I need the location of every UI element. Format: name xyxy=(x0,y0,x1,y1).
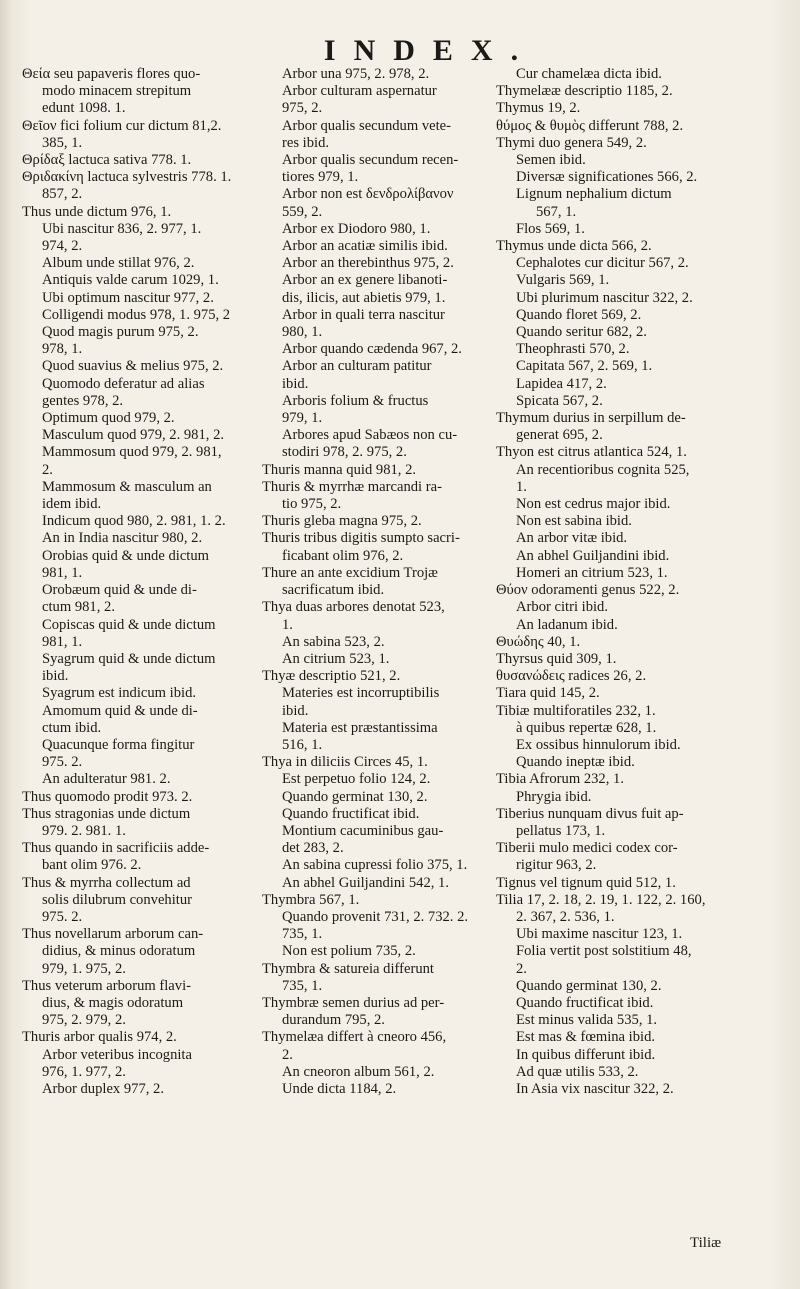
index-entry: Copiscas quid & unde dictum xyxy=(42,616,216,633)
page-title: INDEX. xyxy=(323,34,537,67)
index-entry: Tiberii mulo medici codex cor- xyxy=(496,840,678,857)
index-entry: Thya duas arbores denotat 523, xyxy=(262,599,445,616)
index-entry: Quomodo deferatur ad alias xyxy=(42,375,205,392)
index-entry: Θυώδης 40, 1. xyxy=(496,633,581,650)
index-entry: Quod suavius & melius 975, 2. xyxy=(42,358,224,375)
index-entry: Arbor non est δενδρολίβανον xyxy=(282,186,454,203)
index-column-3 xyxy=(496,66,766,1098)
index-entry: à quibus repertæ 628, 1. xyxy=(516,719,657,736)
index-entry: Tiara quid 145, 2. xyxy=(496,685,600,702)
index-entry: Thure an ante excidium Trojæ xyxy=(262,564,438,581)
index-entry: 976, 1. 977, 2. xyxy=(42,1063,126,1080)
index-entry: modo minacem strepitum xyxy=(42,83,192,100)
index-entry: det 283, 2. xyxy=(282,840,344,857)
index-entry: Quando ineptæ ibid. xyxy=(516,754,635,771)
index-entry: 735, 1. xyxy=(282,926,323,943)
index-entry: Arbor qualis secundum recen- xyxy=(282,152,459,169)
index-entry: 975. 2. xyxy=(42,754,83,771)
index-entry: Thymum durius in serpillum de- xyxy=(496,410,686,427)
index-entry: 980, 1. xyxy=(282,324,323,341)
index-entry: 2. xyxy=(516,960,527,977)
index-entry: sacrificatum ibid. xyxy=(282,582,385,599)
index-entry: Spicata 567, 2. xyxy=(516,392,603,409)
index-entry: Thymus 19, 2. xyxy=(496,100,581,117)
index-entry: solis dilubrum convehitur xyxy=(42,891,192,908)
index-entry: Arbor quando cædenda 967, 2. xyxy=(282,341,462,358)
index-entry: Quando fructificat ibid. xyxy=(516,994,654,1011)
index-entry: Tibiæ multiforatiles 232, 1. xyxy=(496,702,656,719)
index-entry: Antiquis valde carum 1029, 1. xyxy=(42,272,219,289)
index-entry: Tibia Afrorum 232, 1. xyxy=(496,771,624,788)
index-entry: 2. xyxy=(42,461,53,478)
index-entry: Arbor an ex genere libanoti- xyxy=(282,272,448,289)
index-entry: Cur chamelæa dicta ibid. xyxy=(516,66,662,82)
index-entry: Thus & myrrha collectum ad xyxy=(22,874,191,891)
index-entry: Thymelæa differt à cneoro 456, xyxy=(262,1029,447,1046)
index-entry: Amomum quid & unde di- xyxy=(42,702,198,719)
index-entry: Tilia 17, 2. 18, 2. 19, 1. 122, 2. 160, xyxy=(496,891,706,908)
index-entry: An citrium 523, 1. xyxy=(282,650,390,667)
index-entry: Quando provenit 731, 2. 732. 2. xyxy=(282,908,469,925)
index-entry: Thyrsus quid 309, 1. xyxy=(496,650,617,667)
index-entry: gentes 978, 2. xyxy=(42,392,124,409)
catchword: Tiliæ xyxy=(690,1235,722,1251)
index-entry: res ibid. xyxy=(282,134,330,151)
index-entry: Cephalotes cur dicitur 567, 2. xyxy=(516,255,689,272)
index-entry: Ubi maxime nascitur 123, 1. xyxy=(516,926,683,943)
index-entry: 516, 1. xyxy=(282,736,323,753)
index-entry: Thymelææ descriptio 1185, 2. xyxy=(496,83,673,100)
index-entry: Syagrum quid & unde dictum xyxy=(42,650,216,667)
index-entry: Quando germinat 130, 2. xyxy=(282,788,428,805)
index-entry: An cneoron album 561, 2. xyxy=(282,1063,435,1080)
index-entry: Quando fructificat ibid. xyxy=(282,805,420,822)
index-entry: ibid. xyxy=(282,702,309,719)
index-entry: Arbor an therebinthus 975, 2. xyxy=(282,255,454,272)
index-entry: durandum 795, 2. xyxy=(282,1012,385,1029)
index-entry: pellatus 173, 1. xyxy=(516,822,606,839)
index-entry: edunt 1098. 1. xyxy=(42,100,126,117)
index-entry: bant olim 976. 2. xyxy=(42,857,142,874)
index-entry: In quibus differunt ibid. xyxy=(516,1046,656,1063)
index-entry: Unde dicta 1184, 2. xyxy=(282,1080,397,1097)
index-entry: Ubi nascitur 836, 2. 977, 1. xyxy=(42,220,202,237)
index-entry: Non est cedrus major ibid. xyxy=(516,496,671,513)
index-entry: Thus quomodo prodit 973. 2. xyxy=(22,788,193,805)
index-entry: Est mas & fœmina ibid. xyxy=(516,1029,656,1046)
index-entry: Thus novellarum arborum can- xyxy=(22,926,204,943)
index-entry: Phrygia ibid. xyxy=(516,788,592,805)
index-entry: Mammosum & masculum an xyxy=(42,478,212,495)
index-entry: Non est polium 735, 2. xyxy=(282,943,416,960)
index-entry: 2. xyxy=(282,1046,293,1063)
index-entry: 975, 2. xyxy=(282,100,323,117)
index-entry: Capitata 567, 2. 569, 1. xyxy=(516,358,653,375)
index-entry: rigitur 963, 2. xyxy=(516,857,597,874)
index-entry: 975. 2. xyxy=(42,908,83,925)
index-entry: stodiri 978, 2. 975, 2. xyxy=(282,444,407,461)
index-entry: 1. xyxy=(516,478,527,495)
index-entry: Arbor citri ibid. xyxy=(516,599,609,616)
index-entry: ctum ibid. xyxy=(42,719,102,736)
index-entry: Thuris & myrrhæ marcandi ra- xyxy=(262,478,442,495)
index-entry: tiores 979, 1. xyxy=(282,169,359,186)
index-entry: An in India nascitur 980, 2. xyxy=(42,530,203,547)
index-entry: 975, 2. 979, 2. xyxy=(42,1012,126,1029)
index-entry: An abhel Guiljandini ibid. xyxy=(516,547,670,564)
index-entry: Tignus vel tignum quid 512, 1. xyxy=(496,874,676,891)
index-entry: Thymbræ semen durius ad per- xyxy=(262,994,445,1011)
index-entry: 559, 2. xyxy=(282,203,323,220)
index-entry: ibid. xyxy=(282,375,309,392)
index-entry: 979, 1. 975, 2. xyxy=(42,960,126,977)
index-entry: Arbor in quali terra nascitur xyxy=(282,306,445,323)
index-entry: Quacunque forma fingitur xyxy=(42,736,195,753)
index-column-2 xyxy=(262,66,498,1098)
index-entry: An ladanum ibid. xyxy=(516,616,618,633)
index-entry: Θεία seu papaveris flores quo- xyxy=(22,66,201,82)
index-entry: Colligendi modus 978, 1. 975, 2 xyxy=(42,306,231,323)
index-entry: 974, 2. xyxy=(42,238,83,255)
index-entry: Ubi plurimum nascitur 322, 2. xyxy=(516,289,693,306)
index-entry: θυσανώδεις radices 26, 2. xyxy=(496,668,647,685)
index-entry: 978, 1. xyxy=(42,341,83,358)
index-entry: Quod magis purum 975, 2. xyxy=(42,324,199,341)
index-entry: Thuris manna quid 981, 2. xyxy=(262,461,417,478)
index-entry: Thus quando in sacrificiis adde- xyxy=(22,840,210,857)
index-entry: Lapidea 417, 2. xyxy=(516,375,607,392)
index-entry: Quando floret 569, 2. xyxy=(516,306,642,323)
index-entry: Ad quæ utilis 533, 2. xyxy=(516,1063,639,1080)
index-entry: ibid. xyxy=(42,668,69,685)
index-entry: Thymus unde dicta 566, 2. xyxy=(496,238,652,255)
index-entry: 2. 367, 2. 536, 1. xyxy=(516,908,615,925)
index-entry: θύμος & θυμὸς differunt 788, 2. xyxy=(496,117,684,134)
index-entry: 857, 2. xyxy=(42,186,83,203)
index-entry: Tiberius nunquam divus fuit ap- xyxy=(496,805,684,822)
index-entry: ctum 981, 2. xyxy=(42,599,115,616)
index-entry: idem ibid. xyxy=(42,496,102,513)
index-entry: Lignum nephalium dictum xyxy=(516,186,672,203)
index-entry: Orobias quid & unde dictum xyxy=(42,547,209,564)
index-entry: 979. 2. 981. 1. xyxy=(42,822,126,839)
index-entry: In Asia vix nascitur 322, 2. xyxy=(516,1080,674,1097)
index-entry: Arbor an acatiæ similis ibid. xyxy=(282,238,448,255)
index-entry: Flos 569, 1. xyxy=(516,220,585,237)
index-entry: An adulteratur 981. 2. xyxy=(42,771,171,788)
index-entry: Diversæ significationes 566, 2. xyxy=(516,169,698,186)
index-entry: Semen ibid. xyxy=(516,152,586,169)
index-entry: Ex ossibus hinnulorum ibid. xyxy=(516,736,681,753)
index-entry: Arbor qualis secundum vete- xyxy=(282,117,451,134)
index-entry: Arbor veteribus incognita xyxy=(42,1046,192,1063)
index-entry: Thymi duo genera 549, 2. xyxy=(496,134,647,151)
index-entry: Thus veterum arborum flavi- xyxy=(22,977,191,994)
index-entry: Quando seritur 682, 2. xyxy=(516,324,647,341)
index-entry: An sabina 523, 2. xyxy=(282,633,385,650)
index-entry: 735, 1. xyxy=(282,977,323,994)
index-entry: Arbor culturam aspernatur xyxy=(282,83,437,100)
index-entry: Arboris folium & fructus xyxy=(282,392,429,409)
index-entry: Θύον odoramenti genus 522, 2. xyxy=(496,582,680,599)
index-entry: Theophrasti 570, 2. xyxy=(516,341,630,358)
index-entry: An arbor vitæ ibid. xyxy=(516,530,628,547)
index-entry: generat 695, 2. xyxy=(516,427,603,444)
index-entry: dius, & magis odoratum xyxy=(42,994,184,1011)
index-entry: 567, 1. xyxy=(536,203,577,220)
index-entry: ficabant olim 976, 2. xyxy=(282,547,404,564)
index-entry: Θριδακίνη lactuca sylvestris 778. 1. xyxy=(22,169,232,186)
index-entry: Thuris tribus digitis sumpto sacri- xyxy=(262,530,460,547)
index-entry: Arbor duplex 977, 2. xyxy=(42,1080,165,1097)
index-entry: Materia est præstantissima xyxy=(282,719,438,736)
index-entry: Folia vertit post solstitium 48, xyxy=(516,943,692,960)
index-entry: 1. xyxy=(282,616,293,633)
index-entry: An recentioribus cognita 525, xyxy=(516,461,690,478)
index-entry: Thus stragonias unde dictum xyxy=(22,805,191,822)
index-entry: Arbor an culturam patitur xyxy=(282,358,432,375)
index-entry: Thymbra & satureia differunt xyxy=(262,960,434,977)
index-column-1 xyxy=(22,66,260,1098)
index-entry: Indicum quod 980, 2. 981, 1. 2. xyxy=(42,513,226,530)
index-entry: An sabina cupressi folio 375, 1. xyxy=(282,857,468,874)
index-entry: Arbor una 975, 2. 978, 2. xyxy=(282,66,430,82)
index-entry: Θρίδαξ lactuca sativa 778. 1. xyxy=(22,152,192,169)
index-entry: Masculum quod 979, 2. 981, 2. xyxy=(42,427,225,444)
index-entry: Θεῖον fici folium cur dictum 81,2. xyxy=(22,117,222,134)
index-entry: Est perpetuo folio 124, 2. xyxy=(282,771,431,788)
index-entry: 981, 1. xyxy=(42,633,83,650)
index-entry: Thymbra 567, 1. xyxy=(262,891,360,908)
index-entry: Thyon est citrus atlantica 524, 1. xyxy=(496,444,687,461)
index-entry: Arbores apud Sabæos non cu- xyxy=(282,427,458,444)
index-entry: Vulgaris 569, 1. xyxy=(516,272,610,289)
index-entry: 385, 1. xyxy=(42,134,83,151)
index-entry: Optimum quod 979, 2. xyxy=(42,410,175,427)
index-entry: Montium cacuminibus gau- xyxy=(282,822,444,839)
index-entry: Non est sabina ibid. xyxy=(516,513,632,530)
index-entry: Thyæ descriptio 521, 2. xyxy=(262,668,401,685)
index-entry: Quando germinat 130, 2. xyxy=(516,977,662,994)
index-entry: Ubi optimum nascitur 977, 2. xyxy=(42,289,214,306)
index-entry: Arbor ex Diodoro 980, 1. xyxy=(282,220,431,237)
index-entry: didius, & minus odoratum xyxy=(42,943,196,960)
index-entry: Thuris gleba magna 975, 2. xyxy=(262,513,422,530)
index-entry: Thus unde dictum 976, 1. xyxy=(22,203,172,220)
index-entry: Materies est incorruptibilis xyxy=(282,685,440,702)
index-entry: An abhel Guiljandini 542, 1. xyxy=(282,874,449,891)
index-entry: Mammosum quod 979, 2. 981, xyxy=(42,444,222,461)
index-entry: 981, 1. xyxy=(42,564,83,581)
index-entry: Thuris arbor qualis 974, 2. xyxy=(22,1029,177,1046)
index-entry: Orobæum quid & unde di- xyxy=(42,582,197,599)
index-entry: Homeri an citrium 523, 1. xyxy=(516,564,668,581)
index-entry: 979, 1. xyxy=(282,410,323,427)
index-entry: tio 975, 2. xyxy=(282,496,342,513)
index-entry: Thya in diliciis Circes 45, 1. xyxy=(262,754,428,771)
index-entry: Syagrum est indicum ibid. xyxy=(42,685,197,702)
index-entry: Est minus valida 535, 1. xyxy=(516,1012,658,1029)
index-entry: Album unde stillat 976, 2. xyxy=(42,255,195,272)
index-entry: dis, ilicis, aut abietis 979, 1. xyxy=(282,289,446,306)
